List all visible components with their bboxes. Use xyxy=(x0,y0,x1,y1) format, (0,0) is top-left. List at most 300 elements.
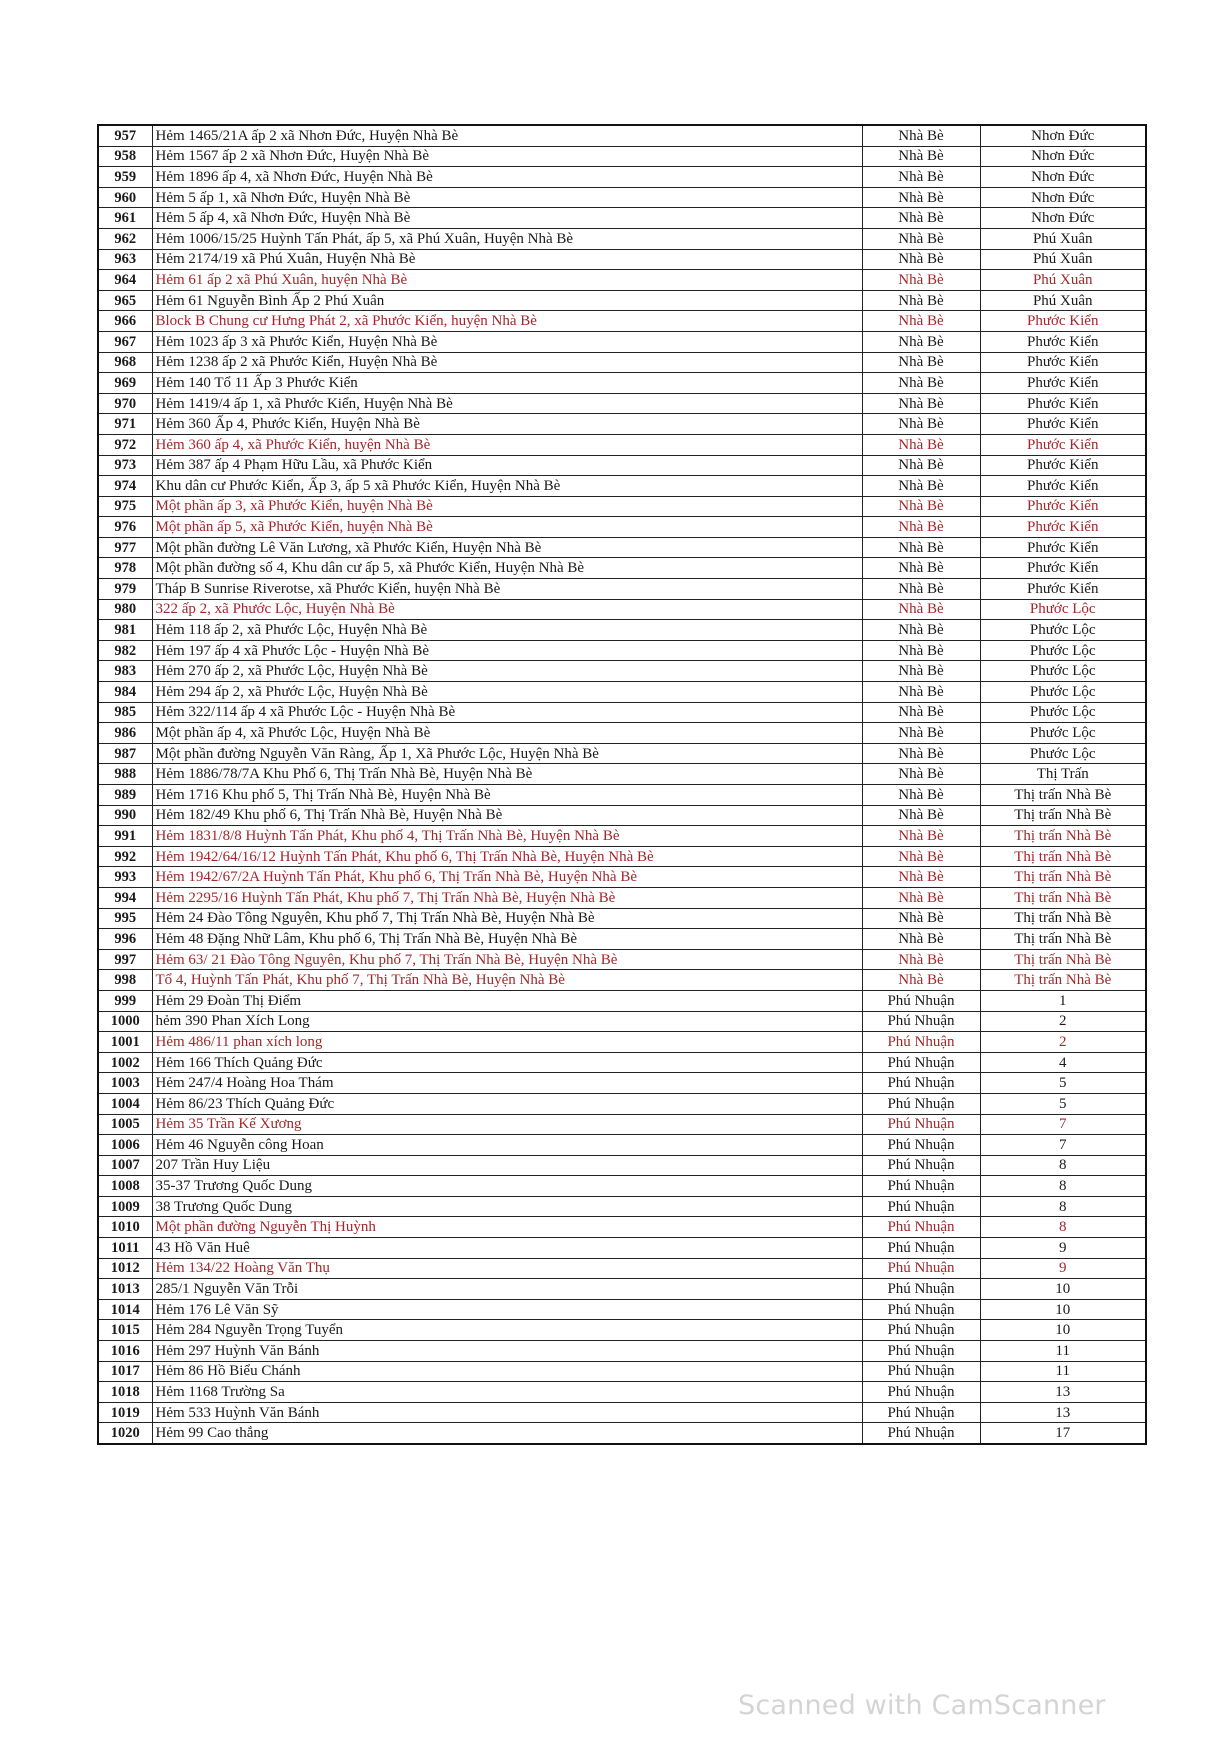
row-district: Nhà Bè xyxy=(862,537,980,558)
row-district: Nhà Bè xyxy=(862,826,980,847)
row-address: Hẻm 1942/64/16/12 Huỳnh Tấn Phát, Khu phố 6, Thị Trấn Nhà Bè, Huyện Nhà Bè xyxy=(152,846,862,867)
row-number: 972 xyxy=(98,434,152,455)
row-ward: 8 xyxy=(980,1176,1146,1197)
row-ward: 8 xyxy=(980,1155,1146,1176)
row-address: Hẻm 46 Nguyễn công Hoan xyxy=(152,1135,862,1156)
row-ward: Phước Kiển xyxy=(980,331,1146,352)
row-address: Hẻm 182/49 Khu phố 6, Thị Trấn Nhà Bè, Huyện Nhà Bè xyxy=(152,805,862,826)
table-row xyxy=(98,1279,1146,1300)
table-body xyxy=(98,125,1146,1444)
row-district: Nhà Bè xyxy=(862,908,980,929)
row-ward: Phước Kiển xyxy=(980,496,1146,517)
row-district: Nhà Bè xyxy=(862,331,980,352)
row-address: Hẻm 1896 ấp 4, xã Nhơn Đức, Huyện Nhà Bè xyxy=(152,167,862,188)
table-row xyxy=(98,311,1146,332)
address-table xyxy=(97,124,1147,1445)
row-address: Hẻm 29 Đoàn Thị Điểm xyxy=(152,990,862,1011)
row-number: 1012 xyxy=(98,1258,152,1279)
row-number: 997 xyxy=(98,949,152,970)
row-district: Nhà Bè xyxy=(862,228,980,249)
row-number: 962 xyxy=(98,228,152,249)
row-address: Hẻm 118 ấp 2, xã Phước Lộc, Huyện Nhà Bè xyxy=(152,620,862,641)
row-address: 35-37 Trương Quốc Dung xyxy=(152,1176,862,1197)
row-number: 1016 xyxy=(98,1341,152,1362)
table-row xyxy=(98,887,1146,908)
row-ward: Nhơn Đức xyxy=(980,125,1146,146)
row-district: Phú Nhuận xyxy=(862,1135,980,1156)
table-row xyxy=(98,393,1146,414)
row-ward: Thị trấn Nhà Bè xyxy=(980,949,1146,970)
table-row xyxy=(98,1361,1146,1382)
row-district: Nhà Bè xyxy=(862,311,980,332)
row-address: Hẻm 1023 ấp 3 xã Phước Kiển, Huyện Nhà Bè xyxy=(152,331,862,352)
row-district: Phú Nhuận xyxy=(862,1196,980,1217)
row-district: Nhà Bè xyxy=(862,373,980,394)
row-district: Phú Nhuận xyxy=(862,1341,980,1362)
table-row xyxy=(98,764,1146,785)
row-district: Nhà Bè xyxy=(862,723,980,744)
table-row xyxy=(98,1032,1146,1053)
row-number: 967 xyxy=(98,331,152,352)
row-address: Hẻm 5 ấp 1, xã Nhơn Đức, Huyện Nhà Bè xyxy=(152,187,862,208)
row-number: 1009 xyxy=(98,1196,152,1217)
row-ward: 5 xyxy=(980,1093,1146,1114)
row-address: Hẻm 284 Nguyễn Trọng Tuyển xyxy=(152,1320,862,1341)
row-district: Phú Nhuận xyxy=(862,1402,980,1423)
row-ward: 4 xyxy=(980,1052,1146,1073)
row-ward: Phước Lộc xyxy=(980,723,1146,744)
row-ward: 9 xyxy=(980,1258,1146,1279)
table-row xyxy=(98,826,1146,847)
row-address: Hẻm 1716 Khu phố 5, Thị Trấn Nhà Bè, Huyện Nhà Bè xyxy=(152,785,862,806)
row-ward: Phước Lộc xyxy=(980,661,1146,682)
row-address: Hẻm 360 ấp 4, xã Phước Kiển, huyện Nhà Bè xyxy=(152,434,862,455)
row-district: Nhà Bè xyxy=(862,517,980,538)
row-district: Phú Nhuận xyxy=(862,1032,980,1053)
table-row xyxy=(98,352,1146,373)
row-address: Một phần đường số 4, Khu dân cư ấp 5, xã Phước Kiển, Huyện Nhà Bè xyxy=(152,558,862,579)
row-number: 963 xyxy=(98,249,152,270)
row-ward: Phước Lộc xyxy=(980,640,1146,661)
table-row xyxy=(98,599,1146,620)
row-district: Nhà Bè xyxy=(862,867,980,888)
row-number: 995 xyxy=(98,908,152,929)
row-address: Hẻm 1831/8/8 Huỳnh Tấn Phát, Khu phố 4, Thị Trấn Nhà Bè, Huyện Nhà Bè xyxy=(152,826,862,847)
table-row xyxy=(98,373,1146,394)
row-number: 1006 xyxy=(98,1135,152,1156)
row-address: Tháp B Sunrise Riverotse, xã Phước Kiển, huyện Nhà Bè xyxy=(152,579,862,600)
row-district: Phú Nhuận xyxy=(862,1093,980,1114)
table-row xyxy=(98,929,1146,950)
row-ward: 17 xyxy=(980,1423,1146,1444)
row-number: 988 xyxy=(98,764,152,785)
row-district: Nhà Bè xyxy=(862,414,980,435)
row-ward: Phước Kiển xyxy=(980,434,1146,455)
row-number: 958 xyxy=(98,146,152,167)
row-district: Phú Nhuận xyxy=(862,1011,980,1032)
row-ward: Phú Xuân xyxy=(980,290,1146,311)
row-address: Hẻm 197 ấp 4 xã Phước Lộc - Huyện Nhà Bè xyxy=(152,640,862,661)
table-row xyxy=(98,455,1146,476)
row-number: 1008 xyxy=(98,1176,152,1197)
table-row xyxy=(98,867,1146,888)
row-district: Nhà Bè xyxy=(862,146,980,167)
row-ward: Nhơn Đức xyxy=(980,167,1146,188)
row-address: Hẻm 270 ấp 2, xã Phước Lộc, Huyện Nhà Bè xyxy=(152,661,862,682)
table-row xyxy=(98,167,1146,188)
row-ward: Thị trấn Nhà Bè xyxy=(980,785,1146,806)
row-district: Nhà Bè xyxy=(862,970,980,991)
row-district: Nhà Bè xyxy=(862,682,980,703)
row-district: Phú Nhuận xyxy=(862,1299,980,1320)
row-address: Hẻm 63/ 21 Đào Tông Nguyên, Khu phố 7, Thị Trấn Nhà Bè, Huyện Nhà Bè xyxy=(152,949,862,970)
row-address: 322 ấp 2, xã Phước Lộc, Huyện Nhà Bè xyxy=(152,599,862,620)
row-number: 987 xyxy=(98,743,152,764)
row-ward: 2 xyxy=(980,1032,1146,1053)
row-ward: 8 xyxy=(980,1196,1146,1217)
row-district: Nhà Bè xyxy=(862,846,980,867)
row-district: Phú Nhuận xyxy=(862,990,980,1011)
row-address: Hẻm 5 ấp 4, xã Nhơn Đức, Huyện Nhà Bè xyxy=(152,208,862,229)
table-row xyxy=(98,1238,1146,1259)
table-row xyxy=(98,1052,1146,1073)
row-district: Phú Nhuận xyxy=(862,1155,980,1176)
row-district: Nhà Bè xyxy=(862,558,980,579)
table-row xyxy=(98,1258,1146,1279)
row-address: Khu dân cư Phước Kiển, Ấp 3, ấp 5 xã Phước Kiển, Huyện Nhà Bè xyxy=(152,476,862,497)
row-number: 989 xyxy=(98,785,152,806)
row-number: 978 xyxy=(98,558,152,579)
row-address: Hẻm 322/114 ấp 4 xã Phước Lộc - Huyện Nhà Bè xyxy=(152,702,862,723)
row-ward: Phước Kiển xyxy=(980,558,1146,579)
camscanner-watermark: Scanned with CamScanner xyxy=(738,1690,1106,1721)
row-district: Nhà Bè xyxy=(862,661,980,682)
table-row xyxy=(98,290,1146,311)
row-district: Nhà Bè xyxy=(862,208,980,229)
row-ward: Phước Kiển xyxy=(980,476,1146,497)
table-row xyxy=(98,1176,1146,1197)
row-number: 1013 xyxy=(98,1279,152,1300)
row-address: 43 Hồ Văn Huê xyxy=(152,1238,862,1259)
table-row xyxy=(98,743,1146,764)
row-address: Hẻm 387 ấp 4 Phạm Hữu Lầu, xã Phước Kiển xyxy=(152,455,862,476)
row-ward: Thị trấn Nhà Bè xyxy=(980,887,1146,908)
row-number: 982 xyxy=(98,640,152,661)
row-address: Hẻm 1006/15/25 Huỳnh Tấn Phát, ấp 5, xã Phú Xuân, Huyện Nhà Bè xyxy=(152,228,862,249)
row-number: 1003 xyxy=(98,1073,152,1094)
row-address: Hẻm 297 Huỳnh Văn Bánh xyxy=(152,1341,862,1362)
row-district: Phú Nhuận xyxy=(862,1114,980,1135)
row-district: Nhà Bè xyxy=(862,887,980,908)
row-ward: Phước Lộc xyxy=(980,599,1146,620)
row-address: Hẻm 1886/78/7A Khu Phố 6, Thị Trấn Nhà Bè, Huyện Nhà Bè xyxy=(152,764,862,785)
row-address: Hẻm 1942/67/2A Huỳnh Tấn Phát, Khu phố 6, Thị Trấn Nhà Bè, Huyện Nhà Bè xyxy=(152,867,862,888)
table-row xyxy=(98,1196,1146,1217)
row-ward: 7 xyxy=(980,1114,1146,1135)
row-number: 992 xyxy=(98,846,152,867)
table-row xyxy=(98,682,1146,703)
table-row xyxy=(98,496,1146,517)
row-number: 975 xyxy=(98,496,152,517)
row-address: Hẻm 486/11 phan xích long xyxy=(152,1032,862,1053)
row-address: Hẻm 61 Nguyễn Bình Ấp 2 Phú Xuân xyxy=(152,290,862,311)
row-district: Nhà Bè xyxy=(862,764,980,785)
row-number: 968 xyxy=(98,352,152,373)
row-address: Hẻm 24 Đào Tông Nguyên, Khu phố 7, Thị Trấn Nhà Bè, Huyện Nhà Bè xyxy=(152,908,862,929)
table-row xyxy=(98,846,1146,867)
row-address: Hẻm 86/23 Thích Quảng Đức xyxy=(152,1093,862,1114)
table-row xyxy=(98,414,1146,435)
row-ward: Nhơn Đức xyxy=(980,146,1146,167)
row-district: Nhà Bè xyxy=(862,743,980,764)
table-row xyxy=(98,1299,1146,1320)
table-row xyxy=(98,187,1146,208)
table-row xyxy=(98,125,1146,146)
row-number: 1011 xyxy=(98,1238,152,1259)
row-ward: Phú Xuân xyxy=(980,270,1146,291)
row-address: Một phần ấp 4, xã Phước Lộc, Huyện Nhà Bè xyxy=(152,723,862,744)
row-number: 981 xyxy=(98,620,152,641)
row-ward: Phước Kiển xyxy=(980,455,1146,476)
row-ward: 2 xyxy=(980,1011,1146,1032)
row-ward: 11 xyxy=(980,1341,1146,1362)
row-ward: Phước Lộc xyxy=(980,702,1146,723)
row-number: 976 xyxy=(98,517,152,538)
row-number: 969 xyxy=(98,373,152,394)
row-number: 966 xyxy=(98,311,152,332)
row-number: 990 xyxy=(98,805,152,826)
row-district: Nhà Bè xyxy=(862,579,980,600)
row-address: Hẻm 247/4 Hoàng Hoa Thám xyxy=(152,1073,862,1094)
row-number: 993 xyxy=(98,867,152,888)
row-address: Một phần đường Nguyễn Thị Huỳnh xyxy=(152,1217,862,1238)
row-number: 1002 xyxy=(98,1052,152,1073)
row-ward: 10 xyxy=(980,1320,1146,1341)
row-ward: Phước Kiển xyxy=(980,393,1146,414)
row-number: 986 xyxy=(98,723,152,744)
row-ward: 13 xyxy=(980,1402,1146,1423)
row-number: 961 xyxy=(98,208,152,229)
row-address: Một phần đường Nguyễn Văn Ràng, Ấp 1, Xã Phước Lộc, Huyện Nhà Bè xyxy=(152,743,862,764)
row-address: Hẻm 99 Cao thắng xyxy=(152,1423,862,1444)
row-number: 977 xyxy=(98,537,152,558)
row-address: Hẻm 533 Huỳnh Văn Bánh xyxy=(152,1402,862,1423)
row-ward: 10 xyxy=(980,1279,1146,1300)
table-row xyxy=(98,1073,1146,1094)
table-row xyxy=(98,331,1146,352)
row-ward: Thị Trấn xyxy=(980,764,1146,785)
row-address: Hẻm 360 Ấp 4, Phước Kiển, Huyện Nhà Bè xyxy=(152,414,862,435)
row-ward: Thị trấn Nhà Bè xyxy=(980,908,1146,929)
row-ward: Nhơn Đức xyxy=(980,208,1146,229)
row-address: Hẻm 140 Tổ 11 Ấp 3 Phước Kiển xyxy=(152,373,862,394)
row-address: Block B Chung cư Hưng Phát 2, xã Phước Kiển, huyện Nhà Bè xyxy=(152,311,862,332)
row-district: Nhà Bè xyxy=(862,476,980,497)
row-ward: Phước Kiển xyxy=(980,537,1146,558)
table-row xyxy=(98,949,1146,970)
row-ward: Thị trấn Nhà Bè xyxy=(980,970,1146,991)
row-district: Nhà Bè xyxy=(862,352,980,373)
row-ward: 10 xyxy=(980,1299,1146,1320)
row-number: 1004 xyxy=(98,1093,152,1114)
row-number: 980 xyxy=(98,599,152,620)
row-district: Nhà Bè xyxy=(862,167,980,188)
row-number: 979 xyxy=(98,579,152,600)
row-number: 960 xyxy=(98,187,152,208)
row-address: Hẻm 61 ấp 2 xã Phú Xuân, huyện Nhà Bè xyxy=(152,270,862,291)
table-row xyxy=(98,476,1146,497)
table-row xyxy=(98,249,1146,270)
row-district: Phú Nhuận xyxy=(862,1279,980,1300)
row-ward: Phước Kiển xyxy=(980,352,1146,373)
table-row xyxy=(98,723,1146,744)
row-district: Phú Nhuận xyxy=(862,1238,980,1259)
row-address: Hẻm 1465/21A ấp 2 xã Nhơn Đức, Huyện Nhà Bè xyxy=(152,125,862,146)
row-number: 1018 xyxy=(98,1382,152,1403)
row-ward: Phước Kiển xyxy=(980,579,1146,600)
row-district: Phú Nhuận xyxy=(862,1258,980,1279)
row-number: 973 xyxy=(98,455,152,476)
row-ward: Thị trấn Nhà Bè xyxy=(980,805,1146,826)
row-address: Một phần đường Lê Văn Lương, xã Phước Kiển, Huyện Nhà Bè xyxy=(152,537,862,558)
table-row xyxy=(98,620,1146,641)
row-ward: 13 xyxy=(980,1382,1146,1403)
row-address: Hẻm 35 Trần Kế Xương xyxy=(152,1114,862,1135)
table-row xyxy=(98,146,1146,167)
row-address: Hẻm 2174/19 xã Phú Xuân, Huyện Nhà Bè xyxy=(152,249,862,270)
row-district: Nhà Bè xyxy=(862,640,980,661)
row-number: 1015 xyxy=(98,1320,152,1341)
row-ward: 8 xyxy=(980,1217,1146,1238)
row-number: 1014 xyxy=(98,1299,152,1320)
row-number: 998 xyxy=(98,970,152,991)
row-address: Hẻm 86 Hồ Biểu Chánh xyxy=(152,1361,862,1382)
row-district: Nhà Bè xyxy=(862,393,980,414)
row-address: Hẻm 176 Lê Văn Sỹ xyxy=(152,1299,862,1320)
row-district: Nhà Bè xyxy=(862,455,980,476)
row-ward: 9 xyxy=(980,1238,1146,1259)
row-number: 957 xyxy=(98,125,152,146)
row-address: Hẻm 1419/4 ấp 1, xã Phước Kiển, Huyện Nhà Bè xyxy=(152,393,862,414)
row-number: 1019 xyxy=(98,1402,152,1423)
row-number: 984 xyxy=(98,682,152,703)
row-ward: Phước Kiển xyxy=(980,517,1146,538)
row-number: 1000 xyxy=(98,1011,152,1032)
row-address: Hẻm 294 ấp 2, xã Phước Lộc, Huyện Nhà Bè xyxy=(152,682,862,703)
row-address: Tổ 4, Huỳnh Tấn Phát, Khu phố 7, Thị Trấn Nhà Bè, Huyện Nhà Bè xyxy=(152,970,862,991)
row-district: Nhà Bè xyxy=(862,290,980,311)
table-row xyxy=(98,579,1146,600)
row-number: 991 xyxy=(98,826,152,847)
row-ward: Nhơn Đức xyxy=(980,187,1146,208)
table-row xyxy=(98,1423,1146,1444)
row-district: Nhà Bè xyxy=(862,929,980,950)
table-row xyxy=(98,434,1146,455)
table-row xyxy=(98,990,1146,1011)
row-number: 959 xyxy=(98,167,152,188)
row-number: 985 xyxy=(98,702,152,723)
row-district: Phú Nhuận xyxy=(862,1217,980,1238)
table-row xyxy=(98,908,1146,929)
table-row xyxy=(98,517,1146,538)
row-number: 1007 xyxy=(98,1155,152,1176)
table-row xyxy=(98,1341,1146,1362)
row-address: 285/1 Nguyễn Văn Trỗi xyxy=(152,1279,862,1300)
row-address: Hẻm 166 Thích Quảng Đức xyxy=(152,1052,862,1073)
table-row xyxy=(98,1402,1146,1423)
table-row xyxy=(98,1011,1146,1032)
row-ward: Thị trấn Nhà Bè xyxy=(980,846,1146,867)
row-district: Nhà Bè xyxy=(862,949,980,970)
row-district: Nhà Bè xyxy=(862,270,980,291)
row-number: 1005 xyxy=(98,1114,152,1135)
table-row xyxy=(98,970,1146,991)
row-number: 970 xyxy=(98,393,152,414)
table-row xyxy=(98,1217,1146,1238)
row-ward: Phước Lộc xyxy=(980,682,1146,703)
row-address: 38 Trương Quốc Dung xyxy=(152,1196,862,1217)
row-district: Nhà Bè xyxy=(862,805,980,826)
row-ward: 11 xyxy=(980,1361,1146,1382)
table-row xyxy=(98,805,1146,826)
row-number: 1010 xyxy=(98,1217,152,1238)
row-district: Nhà Bè xyxy=(862,599,980,620)
row-district: Phú Nhuận xyxy=(862,1052,980,1073)
table-row xyxy=(98,640,1146,661)
row-district: Nhà Bè xyxy=(862,702,980,723)
table-row xyxy=(98,270,1146,291)
row-ward: 5 xyxy=(980,1073,1146,1094)
row-ward: 1 xyxy=(980,990,1146,1011)
row-address: Hẻm 48 Đặng Nhữ Lâm, Khu phố 6, Thị Trấn Nhà Bè, Huyện Nhà Bè xyxy=(152,929,862,950)
row-number: 996 xyxy=(98,929,152,950)
row-number: 965 xyxy=(98,290,152,311)
row-district: Phú Nhuận xyxy=(862,1320,980,1341)
row-number: 1020 xyxy=(98,1423,152,1444)
table-row xyxy=(98,661,1146,682)
table-row xyxy=(98,208,1146,229)
row-district: Phú Nhuận xyxy=(862,1176,980,1197)
row-ward: Thị trấn Nhà Bè xyxy=(980,929,1146,950)
row-ward: Phước Kiển xyxy=(980,414,1146,435)
row-number: 983 xyxy=(98,661,152,682)
row-address: Hẻm 1567 ấp 2 xã Nhơn Đức, Huyện Nhà Bè xyxy=(152,146,862,167)
row-district: Nhà Bè xyxy=(862,434,980,455)
row-district: Nhà Bè xyxy=(862,620,980,641)
row-address: 207 Trần Huy Liệu xyxy=(152,1155,862,1176)
row-ward: Phước Lộc xyxy=(980,743,1146,764)
row-district: Nhà Bè xyxy=(862,785,980,806)
table-row xyxy=(98,1114,1146,1135)
table-row xyxy=(98,1135,1146,1156)
row-district: Nhà Bè xyxy=(862,496,980,517)
table-row xyxy=(98,702,1146,723)
row-ward: Phước Kiển xyxy=(980,311,1146,332)
row-number: 974 xyxy=(98,476,152,497)
row-address: Một phần ấp 3, xã Phước Kiển, huyện Nhà Bè xyxy=(152,496,862,517)
table-row xyxy=(98,1320,1146,1341)
row-address: Hẻm 1238 ấp 2 xã Phước Kiển, Huyện Nhà Bè xyxy=(152,352,862,373)
table-row xyxy=(98,1093,1146,1114)
row-district: Phú Nhuận xyxy=(862,1361,980,1382)
row-district: Phú Nhuận xyxy=(862,1073,980,1094)
row-number: 964 xyxy=(98,270,152,291)
row-ward: Phú Xuân xyxy=(980,228,1146,249)
row-district: Nhà Bè xyxy=(862,125,980,146)
row-district: Nhà Bè xyxy=(862,187,980,208)
row-address: hẻm 390 Phan Xích Long xyxy=(152,1011,862,1032)
row-ward: Phước Lộc xyxy=(980,620,1146,641)
